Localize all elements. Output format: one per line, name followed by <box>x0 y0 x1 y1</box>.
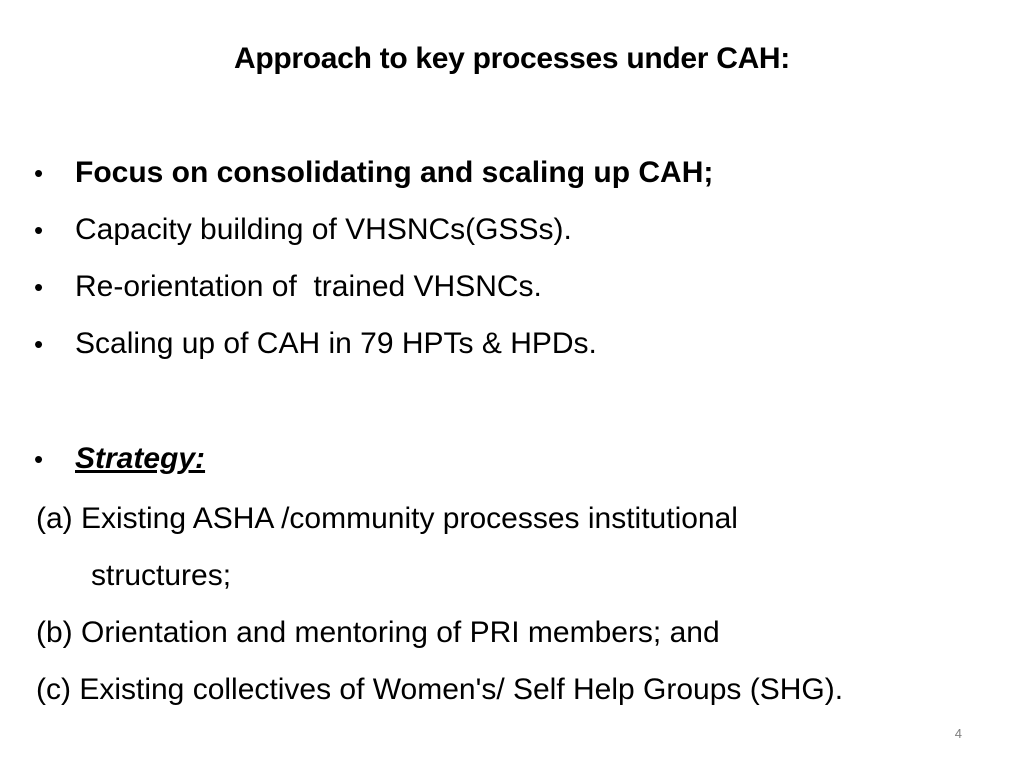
strategy-line-a: (a) Existing ASHA /community processes institutional <box>36 502 738 535</box>
slide-title: Approach to key processes under CAH: <box>233 42 790 75</box>
bullet-dot-icon: • <box>34 272 44 302</box>
page-number: 4 <box>954 726 962 741</box>
bullet-dot-icon: • <box>34 158 44 188</box>
strategy-line-c: (c) Existing collectives of Women's/ Self Help Groups (SHG). <box>36 673 844 706</box>
bullet-item-capacity <box>32 207 992 264</box>
strategy-list <box>36 494 1006 722</box>
bullet-dot-icon: • <box>34 215 44 245</box>
bullet-item-scaling <box>32 321 992 378</box>
strategy-line-b: (b) Orientation and mentoring of PRI members; and <box>36 616 720 649</box>
bullet-item-strategy <box>32 436 992 493</box>
bullet-dot-icon: • <box>34 444 44 474</box>
bullet-text: Focus on consolidating and scaling up CAH; <box>75 156 714 189</box>
bullet-text: Scaling up of CAH in 79 HPTs & HPDs. <box>75 327 597 360</box>
bullet-item-reorientation <box>32 264 992 321</box>
bullet-list <box>32 150 992 493</box>
bullet-text: Capacity building of VHSNCs(GSSs). <box>75 213 572 246</box>
bullet-spacer <box>32 378 992 436</box>
strategy-label: Strategy: <box>75 442 206 475</box>
bullet-text: Re-orientation of trained VHSNCs. <box>75 270 542 303</box>
bullet-item-focus <box>32 150 992 207</box>
strategy-line-a-continued: structures; <box>91 559 232 592</box>
bullet-dot-icon: • <box>34 329 44 359</box>
